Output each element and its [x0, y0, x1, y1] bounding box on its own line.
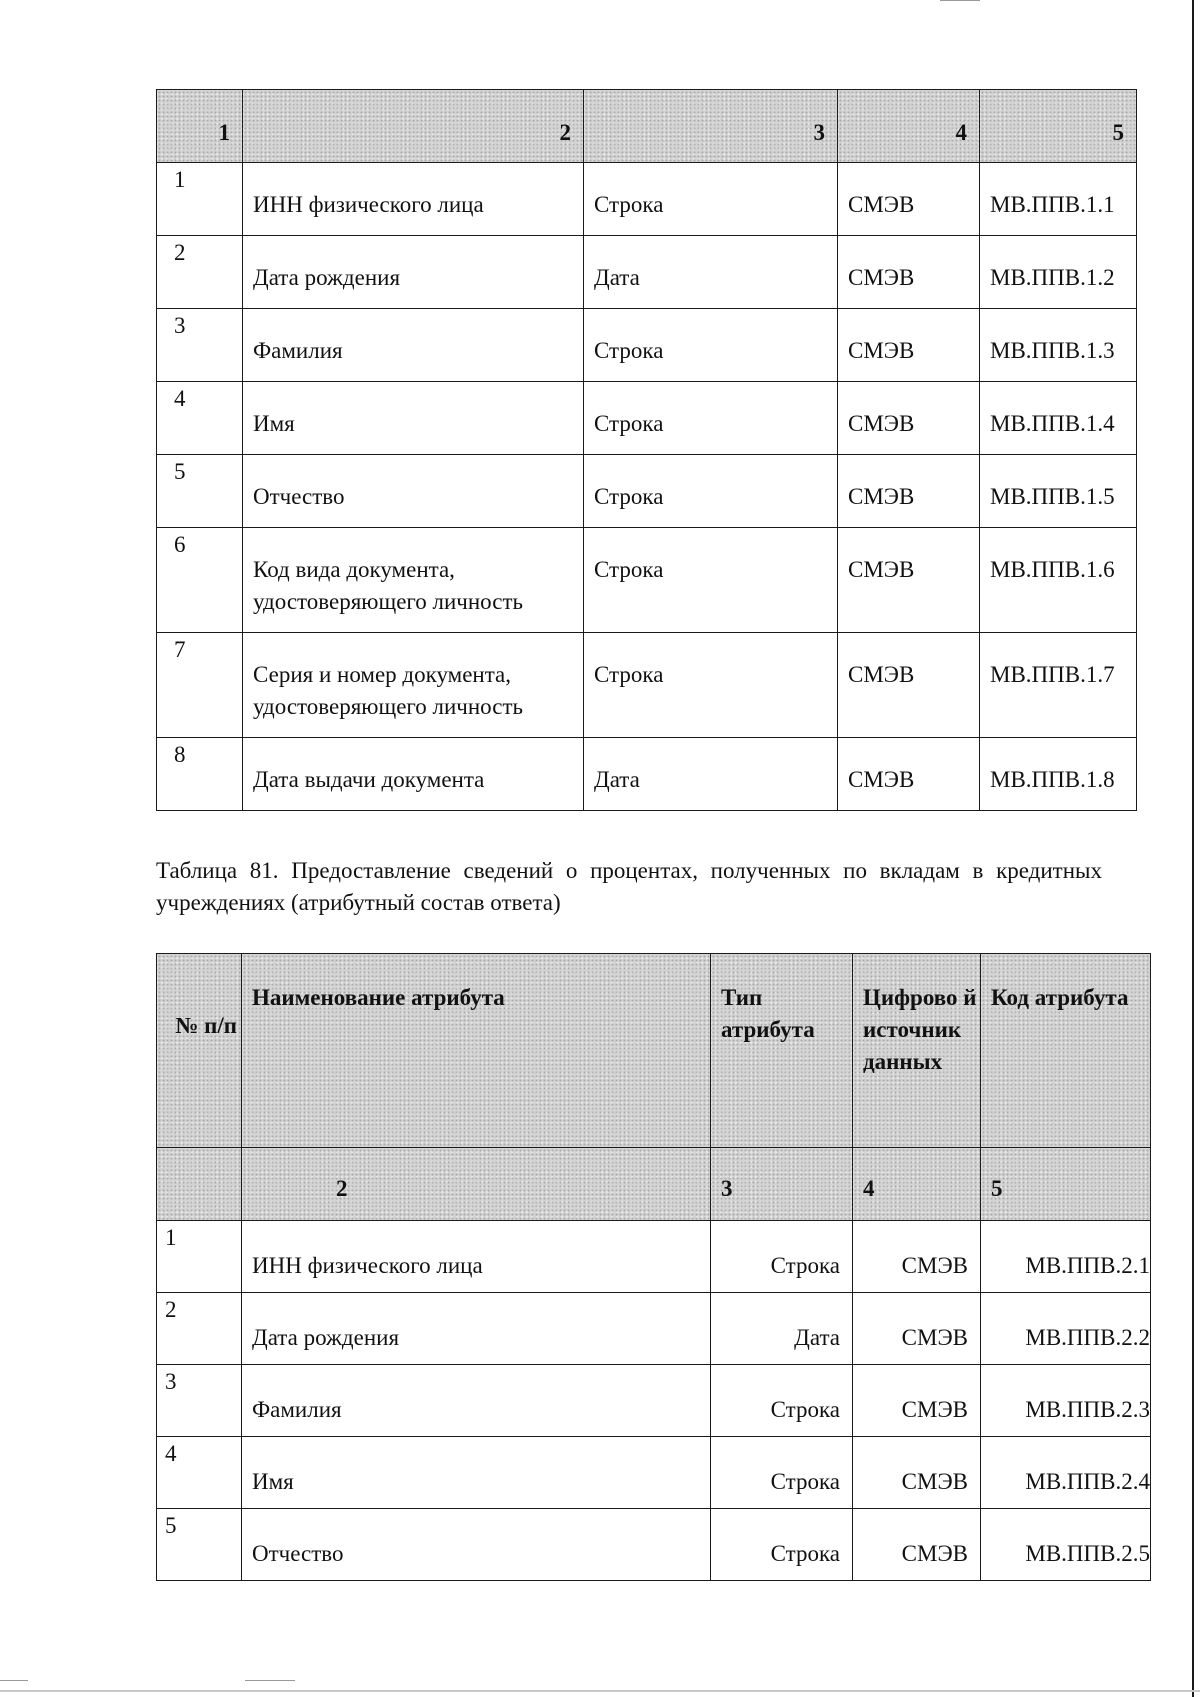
- attribute-type: Дата: [584, 236, 838, 309]
- row-number: 4: [157, 1437, 242, 1509]
- row-number: 3: [157, 1365, 242, 1437]
- attribute-type: Дата: [584, 738, 838, 811]
- scan-page-edge: [1192, 0, 1194, 1697]
- attribute-code: МВ.ППВ.1.4: [980, 382, 1137, 455]
- data-source: СМЭВ: [853, 1437, 981, 1509]
- column-index-row: [157, 1148, 1151, 1221]
- attribute-name: ИНН физического лица: [243, 163, 584, 236]
- attribute-code: МВ.ППВ.1.6: [980, 528, 1137, 633]
- row-number: 1: [157, 163, 243, 236]
- attribute-type: Строка: [584, 309, 838, 382]
- attribute-name: Фамилия: [243, 309, 584, 382]
- attribute-name: Фамилия: [242, 1365, 711, 1437]
- attribute-code: МВ.ППВ.1.7: [980, 633, 1137, 738]
- attribute-name: Дата рождения: [242, 1293, 711, 1365]
- row-number: 2: [157, 236, 243, 309]
- column-index-cell: [157, 1148, 242, 1221]
- table-row: [157, 1437, 1151, 1509]
- attribute-name: Отчество: [243, 455, 584, 528]
- data-source: СМЭВ: [838, 455, 980, 528]
- data-source: СМЭВ: [838, 633, 980, 738]
- scan-artifact: [245, 1680, 295, 1681]
- attribute-code: МВ.ППВ.2.3: [981, 1365, 1151, 1437]
- attribute-type: Строка: [711, 1509, 853, 1581]
- attribute-name: Серия и номер документа, удостоверяющего личность: [243, 633, 584, 738]
- attribute-type: Дата: [711, 1293, 853, 1365]
- attribute-table-continued: [156, 89, 1137, 811]
- header-row-number: № п/п: [157, 954, 242, 1148]
- column-index-cell: 4: [853, 1148, 981, 1221]
- data-source: СМЭВ: [853, 1365, 981, 1437]
- attribute-type: Строка: [711, 1221, 853, 1293]
- scan-artifact: [0, 1680, 28, 1681]
- header-data-source: Цифрово й источник данных: [853, 954, 981, 1148]
- attribute-code: МВ.ППВ.1.3: [980, 309, 1137, 382]
- data-source: СМЭВ: [853, 1221, 981, 1293]
- column-index-cell: 3: [584, 90, 838, 163]
- data-source: СМЭВ: [838, 309, 980, 382]
- table-row: [157, 382, 1137, 455]
- table-row: [157, 738, 1137, 811]
- column-index-cell: 1: [157, 90, 243, 163]
- attribute-type: Строка: [584, 382, 838, 455]
- attribute-code: МВ.ППВ.2.2: [981, 1293, 1151, 1365]
- table-row: [157, 455, 1137, 528]
- table-row: [157, 236, 1137, 309]
- table-caption: Таблица 81. Предоставление сведений о процентах, полученных по вкладам в кредитных учреждениях (атрибутный состав ответа): [156, 858, 1102, 915]
- attribute-response-table: [156, 953, 1151, 1581]
- row-number: 5: [157, 455, 243, 528]
- data-source: СМЭВ: [853, 1293, 981, 1365]
- attribute-code: МВ.ППВ.1.1: [980, 163, 1137, 236]
- data-source: СМЭВ: [838, 163, 980, 236]
- table-row: [157, 1509, 1151, 1581]
- header-attribute-type: Тип атрибута: [711, 954, 853, 1148]
- attribute-name: Дата выдачи документа: [243, 738, 584, 811]
- row-number: 5: [157, 1509, 242, 1581]
- table-row: [157, 633, 1137, 738]
- attribute-code: МВ.ППВ.2.5: [981, 1509, 1151, 1581]
- attribute-type: Строка: [584, 528, 838, 633]
- data-source: СМЭВ: [838, 738, 980, 811]
- row-number: 8: [157, 738, 243, 811]
- scan-artifact: [940, 0, 980, 1]
- column-index-cell: 2: [243, 90, 584, 163]
- attribute-type: Строка: [584, 163, 838, 236]
- attribute-code: МВ.ППВ.2.1: [981, 1221, 1151, 1293]
- attribute-name: Отчество: [242, 1509, 711, 1581]
- attribute-code: МВ.ППВ.2.4: [981, 1437, 1151, 1509]
- attribute-code: МВ.ППВ.1.2: [980, 236, 1137, 309]
- data-source: СМЭВ: [853, 1509, 981, 1581]
- attribute-name: Код вида документа, удостоверяющего личность: [243, 528, 584, 633]
- row-number: 3: [157, 309, 243, 382]
- column-index-cell: 3: [711, 1148, 853, 1221]
- header-attribute-code: Код атрибута: [981, 954, 1151, 1148]
- row-number: 1: [157, 1221, 242, 1293]
- attribute-code: МВ.ППВ.1.5: [980, 455, 1137, 528]
- column-index-row: [157, 90, 1137, 163]
- attribute-type: Строка: [584, 633, 838, 738]
- row-number: 2: [157, 1293, 242, 1365]
- data-source: СМЭВ: [838, 382, 980, 455]
- table-row: [157, 528, 1137, 633]
- attribute-code: МВ.ППВ.1.8: [980, 738, 1137, 811]
- table-header-row: [157, 954, 1151, 1148]
- column-index-cell: 5: [980, 90, 1137, 163]
- attribute-name: Дата рождения: [243, 236, 584, 309]
- row-number: 7: [157, 633, 243, 738]
- attribute-type: Строка: [711, 1437, 853, 1509]
- row-number: 6: [157, 528, 243, 633]
- scan-page-bottom-edge: [0, 1690, 1200, 1692]
- table-row: [157, 1293, 1151, 1365]
- attribute-type: Строка: [584, 455, 838, 528]
- column-index-cell: 5: [981, 1148, 1151, 1221]
- column-index-cell: 2: [242, 1148, 711, 1221]
- table-row: [157, 1221, 1151, 1293]
- attribute-type: Строка: [711, 1365, 853, 1437]
- data-source: СМЭВ: [838, 528, 980, 633]
- attribute-name: ИНН физического лица: [242, 1221, 711, 1293]
- attribute-name: Имя: [243, 382, 584, 455]
- row-number: 4: [157, 382, 243, 455]
- table-row: [157, 309, 1137, 382]
- header-attribute-name: Наименование атрибута: [242, 954, 711, 1148]
- attribute-name: Имя: [242, 1437, 711, 1509]
- table-row: [157, 163, 1137, 236]
- column-index-cell: 4: [838, 90, 980, 163]
- table-row: [157, 1365, 1151, 1437]
- data-source: СМЭВ: [838, 236, 980, 309]
